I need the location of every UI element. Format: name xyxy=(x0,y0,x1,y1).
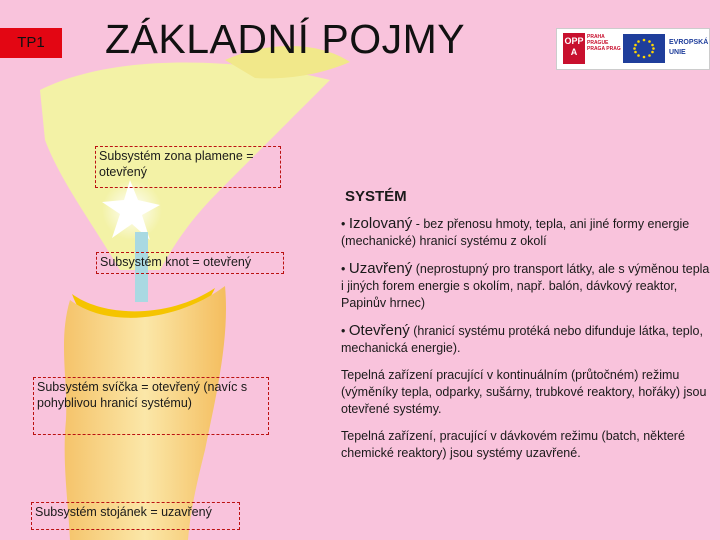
system-type-isolated xyxy=(341,215,714,250)
system-definitions xyxy=(338,188,714,472)
eu-flag-icon xyxy=(623,34,665,63)
term-closed: Uzavřený xyxy=(348,260,413,277)
opp-logo-mark xyxy=(563,33,585,64)
slide-badge: TP1 xyxy=(0,28,62,58)
paragraph-continuous: Tepelná zařízení pracující v kontinuálním (průtočném) režimu (výměníky tepla, odparky, sušárny, trubkové reaktory, hořáky) jsou otevřené systémy. xyxy=(341,368,707,416)
opp-logo-text: PRAHA PRAGUE PRAGA PRAG xyxy=(587,34,621,52)
definition-closed: (neprostupný pro transport látky, ale s výměnou tepla i jiných forem energie s okolím, např. balón, dávkový reaktor, Papinův hrnec) xyxy=(341,262,710,310)
eu-logo-line1: EVROPSKÁ xyxy=(669,39,709,46)
label-candle-subsystem: Subsystém svíčka = otevřený (navíc s pohyblivou hranicí systému) xyxy=(33,377,269,435)
definition-isolated: - bez přenosu hmoty, tepla, ani jiné formy energie (mechanické) hranicí systému z okolí xyxy=(341,217,690,248)
system-heading: SYSTÉM xyxy=(345,188,407,205)
eu-logo-line2: UNIE xyxy=(669,49,686,56)
bullet: • xyxy=(341,262,346,276)
label-wick-subsystem: Subsystém knot = otevřený xyxy=(96,252,284,274)
paragraph-batch: Tepelná zařízení, pracující v dávkovém režimu (batch, některé chemické reaktory) jsou systémy uzavřené. xyxy=(341,429,685,460)
label-flame-subsystem: Subsystém zona plamene = otevřený xyxy=(95,146,281,188)
bullet: • xyxy=(341,324,346,338)
page-title: ZÁKLADNÍ POJMY xyxy=(105,16,466,62)
definition-open: (hranicí systému protéká nebo difunduje látka, teplo, mechanická energie). xyxy=(341,324,703,355)
term-isolated: Izolovaný xyxy=(348,215,413,232)
opp-eu-logo xyxy=(556,28,710,70)
system-type-closed xyxy=(341,260,714,312)
bullet: • xyxy=(341,217,346,231)
opp-logo-line1: OPP xyxy=(564,36,584,46)
term-open: Otevřený xyxy=(348,322,410,339)
eu-logo-text xyxy=(669,38,708,58)
label-stand-subsystem: Subsystém stojánek = uzavřený xyxy=(31,502,240,530)
system-type-open xyxy=(341,322,714,357)
opp-logo-line2: A xyxy=(570,47,578,57)
